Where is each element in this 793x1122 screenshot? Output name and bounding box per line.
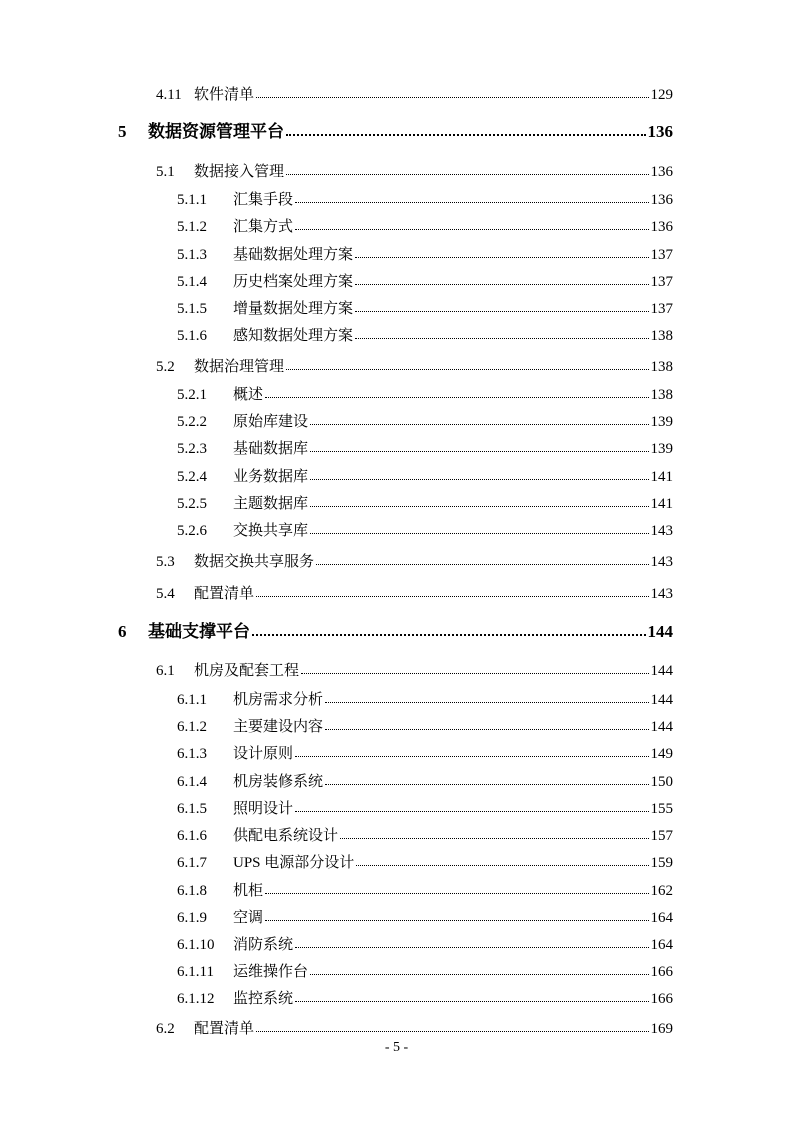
dot-leader [295,756,648,757]
dot-leader [325,702,648,703]
toc-entry-number: 6.1.3 [177,746,207,762]
toc-entry-title: 设计原则 [233,746,294,762]
dot-leader [286,174,648,175]
dot-leader [355,257,648,258]
dot-leader [310,479,648,480]
toc-entry-page: 136 [650,219,673,235]
toc-entry-number: 6.1.8 [177,883,207,899]
toc-entry-title: 基础数据库 [233,441,309,457]
toc-entry-page: 136 [647,122,673,141]
toc-entry-number: 6.1.5 [177,801,207,817]
toc-entry-number: 5.1.2 [177,219,207,235]
toc-entry-number: 5.2.5 [177,496,207,512]
toc-entry-page: 141 [650,496,673,512]
toc-entry-level2[interactable] [0,1014,793,1038]
toc-entry-number: 5.1.1 [177,192,207,208]
dot-leader [310,533,648,534]
toc-entry-number: 5.1.6 [177,328,207,344]
toc-entry-number: 6 [118,622,127,641]
toc-entry-level3[interactable] [0,240,793,264]
toc-entry-level3[interactable] [0,294,793,318]
toc-entry-title: 配置清单 [194,586,255,602]
toc-entry-level2[interactable] [0,80,793,104]
toc-entry-page: 139 [650,414,673,430]
toc-entry-page: 129 [650,87,673,103]
toc-entry-number: 5.2.1 [177,387,207,403]
toc-entry-title: 汇集手段 [233,192,294,208]
toc-entry-page: 144 [650,719,673,735]
toc-entry-number: 6.2 [156,1021,175,1037]
toc-entry-number: 5.1.4 [177,274,207,290]
toc-entry-level3[interactable] [0,462,793,486]
dot-leader [325,784,648,785]
toc-entry-number: 5.2.6 [177,523,207,539]
toc-entry-number: 6.1.11 [177,964,214,980]
toc-entry-level3[interactable] [0,712,793,736]
toc-entry-page: 137 [650,274,673,290]
toc-entry-number: 5.3 [156,554,175,570]
toc-entry-title: 数据资源管理平台 [148,122,284,141]
dot-leader [265,920,648,921]
dot-leader [340,838,648,839]
toc-entry-page: 150 [650,774,673,790]
dot-leader [310,424,648,425]
dot-leader [316,564,648,565]
dot-leader [256,1031,648,1032]
toc-entry-title: 供配电系统设计 [233,828,339,844]
toc-entry-number: 5.2.3 [177,441,207,457]
toc-entry-title: 机房及配套工程 [194,663,300,679]
toc-entry-page: 139 [650,441,673,457]
toc-entry-number: 6.1.12 [177,991,215,1007]
toc-entry-title: 数据接入管理 [194,164,285,180]
toc-entry-page: 144 [647,622,673,641]
toc-entry-level2[interactable] [0,352,793,376]
dot-leader [252,634,646,636]
toc-entry-page: 144 [650,692,673,708]
toc-entry-page: 155 [650,801,673,817]
toc-entry-title: 数据交换共享服务 [194,554,315,570]
toc-entry-level3[interactable] [0,267,793,291]
toc-entry-title: 增量数据处理方案 [233,301,354,317]
toc-entry-level1[interactable] [0,618,793,642]
toc-entry-title: 主要建设内容 [233,719,324,735]
toc-entry-level3[interactable] [0,434,793,458]
dot-leader [265,893,648,894]
dot-leader [286,369,648,370]
toc-entry-title: 业务数据库 [233,469,309,485]
toc-entry-page: 166 [650,964,673,980]
toc-entry-level3[interactable] [0,407,793,431]
dot-leader [256,596,648,597]
toc-entry-page: 143 [650,554,673,570]
toc-entry-level3[interactable] [0,489,793,513]
toc-entry-number: 6.1.2 [177,719,207,735]
toc-entry-level3[interactable] [0,380,793,404]
toc-entry-level3[interactable] [0,848,793,872]
toc-entry-level2[interactable] [0,157,793,181]
toc-entry-title: 数据治理管理 [194,359,285,375]
toc-entry-title: 感知数据处理方案 [233,328,354,344]
toc-entry-level3[interactable] [0,930,793,954]
toc-entry-level3[interactable] [0,185,793,209]
toc-entry-level3[interactable] [0,957,793,981]
toc-entry-page: 164 [650,910,673,926]
toc-entry-page: 149 [650,746,673,762]
toc-entry-number: 5.4 [156,586,175,602]
dot-leader [310,506,648,507]
toc-entry-title: 历史档案处理方案 [233,274,354,290]
toc-entry-level3[interactable] [0,739,793,763]
toc-entry-title: 基础数据处理方案 [233,247,354,263]
toc-entry-level3[interactable] [0,685,793,709]
toc-entry-number: 5.2 [156,359,175,375]
dot-leader [301,673,648,674]
toc-entry-number: 5 [118,122,127,141]
toc-entry-level3[interactable] [0,767,793,791]
toc-entry-page: 137 [650,301,673,317]
dot-leader [295,1001,648,1002]
toc-entry-title: 基础支撑平台 [148,622,250,641]
toc-entry-title: UPS 电源部分设计 [233,855,355,871]
toc-entry-title: 软件清单 [194,87,255,103]
toc-entry-title: 主题数据库 [233,496,309,512]
toc-entry-title: 机房需求分析 [233,692,324,708]
toc-entry-level3[interactable] [0,984,793,1008]
toc-entry-page: 159 [650,855,673,871]
dot-leader [295,811,648,812]
toc-entry-level2[interactable] [0,656,793,680]
toc-entry-number: 6.1.1 [177,692,207,708]
toc-entry-title: 原始库建设 [233,414,309,430]
dot-leader [310,974,648,975]
toc-entry-number: 5.1.5 [177,301,207,317]
toc-entry-page: 164 [650,937,673,953]
dot-leader [286,134,646,136]
toc-entry-page: 136 [650,192,673,208]
toc-entry-title: 运维操作台 [233,964,309,980]
dot-leader [310,451,648,452]
toc-entry-title: 配置清单 [194,1021,255,1037]
toc-entry-title: 消防系统 [233,937,294,953]
dot-leader [355,284,648,285]
dot-leader [356,865,648,866]
toc-entry-page: 144 [650,663,673,679]
toc-entry-number: 6.1.4 [177,774,207,790]
toc-entry-number: 6.1.7 [177,855,207,871]
toc-entry-level2[interactable] [0,547,793,571]
dot-leader [265,397,648,398]
toc-entry-title: 机房装修系统 [233,774,324,790]
toc-entry-number: 5.2.2 [177,414,207,430]
toc-entry-page: 137 [650,247,673,263]
toc-entry-number: 6.1 [156,663,175,679]
toc-entry-level3[interactable] [0,516,793,540]
toc-entry-number: 6.1.10 [177,937,215,953]
toc-entry-level3[interactable] [0,212,793,236]
dot-leader [355,311,648,312]
toc-entry-page: 143 [650,586,673,602]
toc-entry-title: 概述 [233,387,264,403]
toc-entry-number: 5.1.3 [177,247,207,263]
toc-entry-title: 监控系统 [233,991,294,1007]
toc-entry-page: 162 [650,883,673,899]
toc-entry-title: 汇集方式 [233,219,294,235]
dot-leader [325,729,648,730]
toc-entry-page: 157 [650,828,673,844]
toc-entry-level1[interactable] [0,118,793,142]
toc-entry-number: 5.1 [156,164,175,180]
dot-leader [295,229,648,230]
toc-entry-level3[interactable] [0,321,793,345]
toc-entry-page: 169 [650,1021,673,1037]
toc-entry-number: 6.1.9 [177,910,207,926]
toc-entry-page: 143 [650,523,673,539]
toc-entry-title: 机柜 [233,883,264,899]
dot-leader [355,338,648,339]
dot-leader [256,97,648,98]
dot-leader [295,202,648,203]
toc-entry-page: 138 [650,387,673,403]
toc-entry-number: 4.11 [156,87,182,103]
toc-entry-level3[interactable] [0,903,793,927]
dot-leader [295,947,648,948]
toc-entry-number: 5.2.4 [177,469,207,485]
toc-entry-level2[interactable] [0,579,793,603]
toc-entry-level3[interactable] [0,876,793,900]
toc-entry-page: 141 [650,469,673,485]
toc-entry-level3[interactable] [0,821,793,845]
toc-entry-page: 138 [650,328,673,344]
toc-entry-level3[interactable] [0,794,793,818]
page-number: - 5 - [384,1040,409,1055]
toc-entry-number: 6.1.6 [177,828,207,844]
toc-entry-page: 166 [650,991,673,1007]
toc-entry-title: 照明设计 [233,801,294,817]
toc-entry-page: 138 [650,359,673,375]
toc-entry-title: 空调 [233,910,264,926]
toc-entry-page: 136 [650,164,673,180]
toc-entry-title: 交换共享库 [233,523,309,539]
